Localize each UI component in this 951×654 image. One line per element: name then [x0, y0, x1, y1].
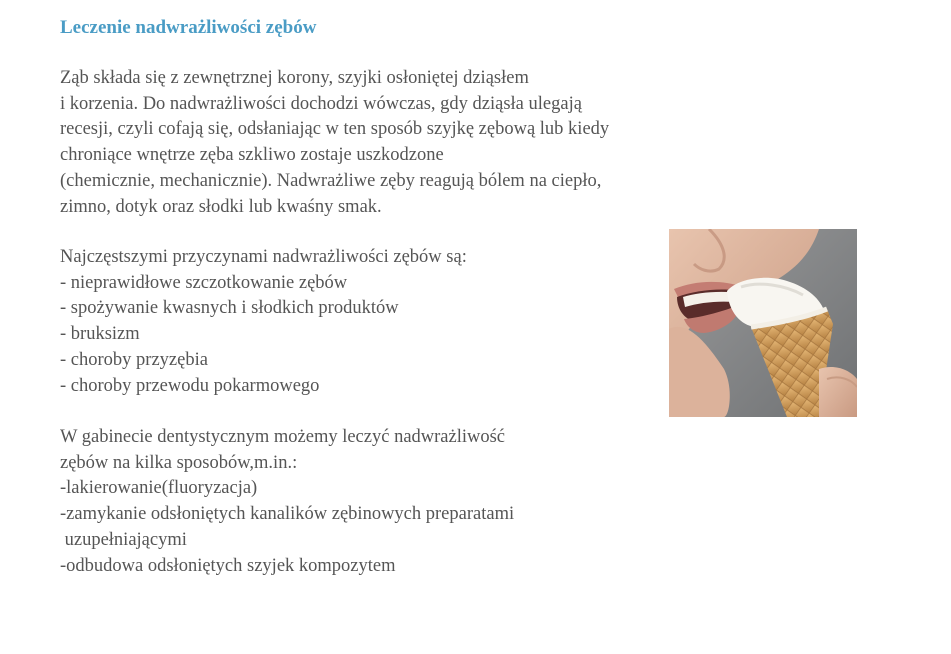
treatment-line: -odbudowa odsłoniętych szyjek kompozytem: [60, 555, 396, 576]
treatment-line: -lakierowanie(fluoryzacja): [60, 478, 258, 499]
cause-list-item: - choroby przewodu pokarmowego: [60, 375, 320, 396]
ice-cream-photo: [669, 229, 857, 417]
cause-list-item: - nieprawidłowe szczotkowanie zębów: [60, 272, 348, 293]
treatment-line: uzupełniającymi: [60, 529, 187, 550]
woman-eating-ice-cream-icon: [669, 229, 857, 417]
treatment-line: zębów na kilka sposobów,m.in.:: [60, 452, 298, 473]
intro-paragraph: [60, 66, 609, 220]
treatment-section: [60, 425, 514, 579]
treatment-line: W gabinecie dentystycznym możemy leczyć nadwrażliwość: [60, 427, 506, 447]
intro-line: (chemicznie, mechanicznie). Nadwrażliwe zęby reagują bólem na ciepło,: [60, 170, 602, 191]
intro-line: i korzenia. Do nadwrażliwości dochodzi wówczas, gdy dziąsła ulegają: [60, 93, 582, 114]
intro-line: recesji, czyli cofają się, odsłaniając w ten sposób szyjkę zębową lub kiedy: [60, 119, 610, 140]
intro-line: chroniące wnętrze zęba szkliwo zostaje uszkodzone: [60, 145, 444, 166]
causes-section: [60, 245, 467, 399]
page-title: Leczenie nadwrażliwości zębów: [60, 17, 317, 38]
intro-line: zimno, dotyk oraz słodki lub kwaśny smak.: [60, 196, 382, 217]
causes-heading: Najczęstszymi przyczynami nadwrażliwości zębów są:: [60, 247, 467, 267]
cause-list-item: - choroby przyzębia: [60, 349, 208, 370]
treatment-line: -zamykanie odsłoniętych kanalików zębinowych preparatami: [60, 504, 515, 525]
cause-list-item: - bruksizm: [60, 324, 140, 345]
cause-list-item: - spożywanie kwasnych i słodkich produktów: [60, 298, 399, 319]
intro-line: Ząb składa się z zewnętrznej korony, szyjki osłoniętej dziąsłem: [60, 68, 529, 88]
